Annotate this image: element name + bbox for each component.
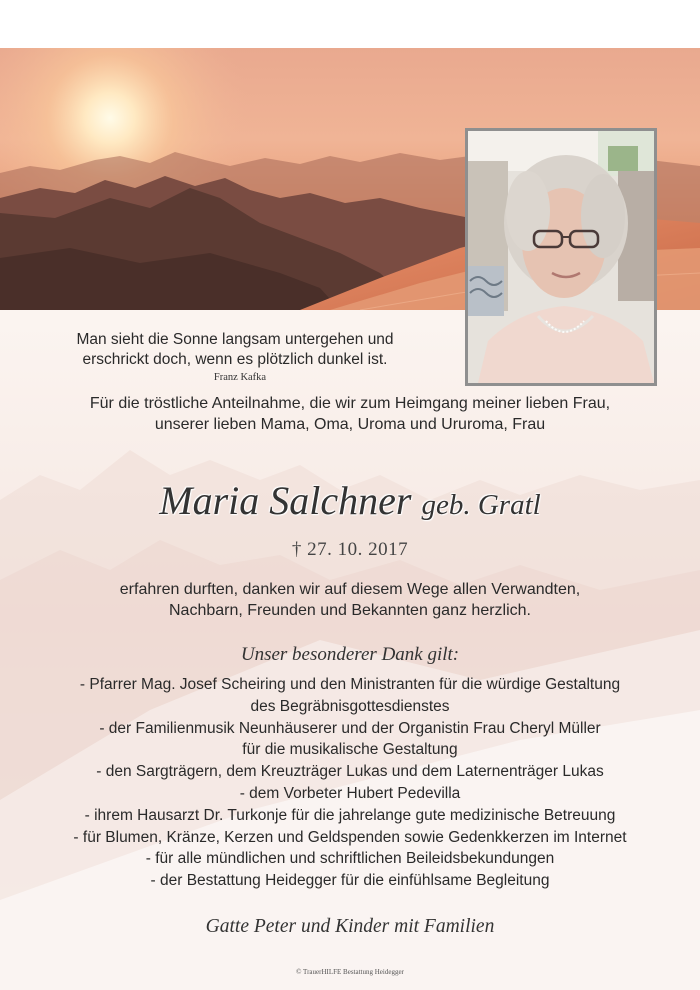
quote-line-2: erschrickt doch, wenn es plötzlich dunkel ist. xyxy=(82,351,388,368)
death-date: † 27. 10. 2017 xyxy=(291,539,409,560)
special-thanks-heading: Unser besonderer Dank gilt: xyxy=(240,644,460,665)
deceased-name xyxy=(0,476,700,530)
list-item: - für alle mündlichen und schriftlichen Beileidsbekundungen xyxy=(145,850,555,868)
portrait-photo xyxy=(468,131,654,383)
list-item: - für Blumen, Kränze, Kerzen und Geldspenden sowie Gedenkkerzen im Internet xyxy=(73,828,627,846)
intro-line-1: Für die tröstliche Anteilnahme, die wir zum Heimgang meiner lieben Frau, xyxy=(89,395,611,412)
intro-text xyxy=(0,393,700,435)
list-item: des Begräbnisgottesdienstes xyxy=(250,697,450,715)
signoff: Gatte Peter und Kinder mit Familien xyxy=(205,916,495,937)
deceased-birth-name: geb. Gratl xyxy=(421,489,541,521)
special-thanks-list xyxy=(0,674,700,892)
list-item: - ihrem Hausarzt Dr. Turkonje für die jahrelange gute medizinische Betreuung xyxy=(84,806,616,824)
thanks-line-1: erfahren durften, danken wir auf diesem Wege allen Verwandten, xyxy=(119,581,581,598)
thanks-text xyxy=(0,579,700,621)
thanks-line-2: Nachbarn, Freunden und Bekannten ganz herzlich. xyxy=(168,602,531,619)
list-item: - Pfarrer Mag. Josef Scheiring und den Ministranten für die würdige Gestaltung xyxy=(79,676,621,693)
copyright-notice: © TrauerHILFE Bestattung Heidegger xyxy=(296,968,404,976)
top-margin xyxy=(0,0,700,48)
portrait-frame xyxy=(465,128,657,386)
list-item: - dem Vorbeter Hubert Pedevilla xyxy=(239,784,461,802)
quote-line-1: Man sieht die Sonne langsam untergehen und xyxy=(76,331,394,348)
quote xyxy=(30,330,440,370)
list-item: - der Bestattung Heidegger für die einfühlsame Begleitung xyxy=(150,872,550,890)
list-item: - der Familienmusik Neunhäuserer und der Organistin Frau Cheryl Müller xyxy=(99,719,601,737)
deceased-full-name: Maria Salchner xyxy=(159,478,412,523)
quote-author: Franz Kafka xyxy=(213,372,267,383)
list-item: für die musikalische Gestaltung xyxy=(242,741,458,759)
intro-line-2: unserer lieben Mama, Oma, Uroma und Ururoma, Frau xyxy=(154,416,546,433)
list-item: - den Sargträgern, dem Kreuzträger Lukas und dem Laternenträger Lukas xyxy=(96,763,604,781)
